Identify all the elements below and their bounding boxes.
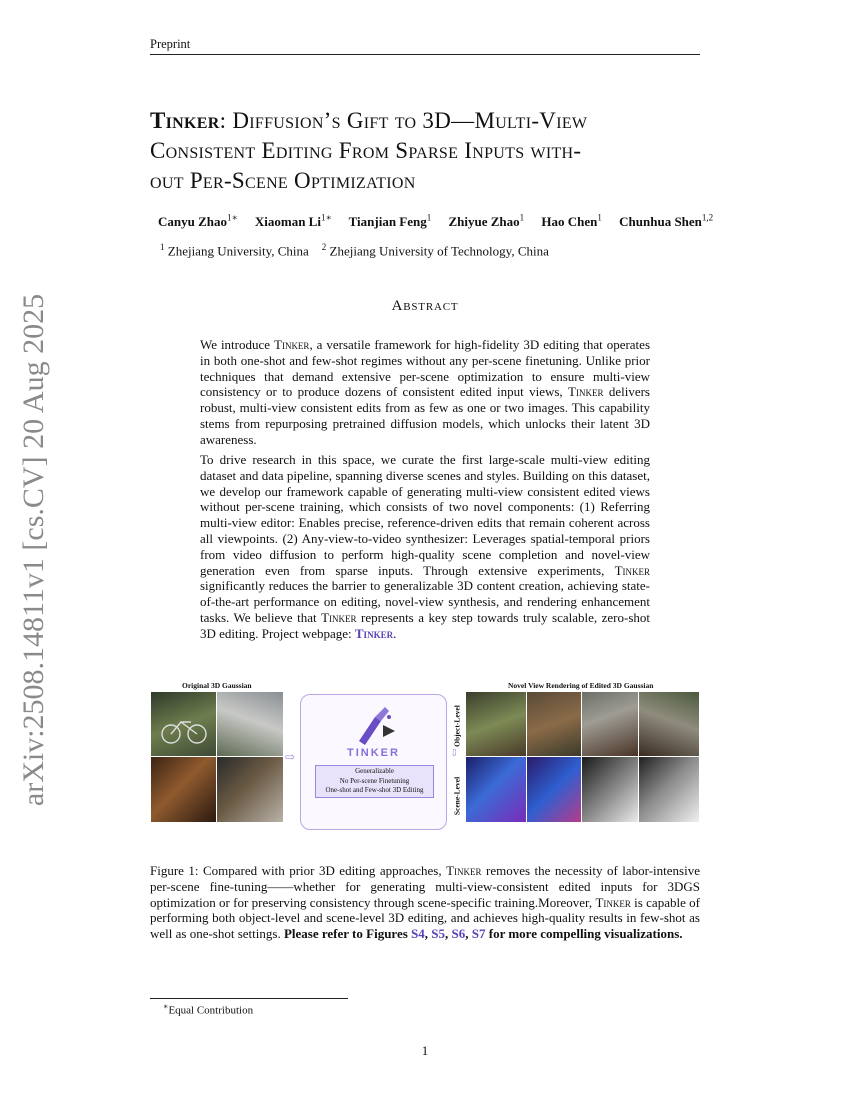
author: Hao Chen$^1$ [541,213,602,230]
abstract-heading: Abstract [391,298,459,314]
footnote-rule [150,998,348,999]
title-name: Tinker [150,108,220,133]
photo-edited-scene-3 [582,757,638,822]
affiliations: $^1$ Zhejiang University, China $^2$ Zhejiang University of Technology, China [160,242,549,259]
arrow-down-icon: ⇩ [450,748,459,759]
tinker-panel [300,694,447,830]
photo-edited-scene-1 [466,757,526,822]
title-line1: : Diffusion’s Gift to 3D—Multi-View [219,108,588,133]
photo-statue [217,692,283,756]
author: Zhiyue Zhao$^1$ [448,213,525,230]
page-number: 1 [421,1043,429,1058]
title-line3: out Per-Scene Optimization [150,168,416,193]
photo-edited-scene-2 [527,757,581,822]
photo-edited-scene-4 [639,757,699,822]
footnote: ∗Equal Contribution [163,1002,254,1017]
scene-level-label: Scene-Level [452,776,462,816]
photo-edited-bike-2 [527,692,581,756]
figure-link-s6[interactable]: S6 [451,926,466,942]
feature-box: Generalizable No Per-scene Finetuning One-shot and Few-shot 3D Editing [315,765,434,798]
figure-link-s4[interactable]: S4 [411,926,425,942]
paper-title [150,106,710,196]
arrow-right-icon: ⇨ [285,750,296,764]
author: Chunhua Shen$^{1,2}$ [619,213,714,230]
author-list [158,213,778,230]
author: Tianjian Feng$^1$ [348,213,432,230]
author: Canyu Zhao$^{1∗}$ [158,213,238,230]
photo-room-piano [217,757,283,822]
photo-edited-bear-1 [582,692,638,756]
photo-edited-bike-1 [466,692,526,756]
running-header: Preprint [150,37,700,55]
figure-1 [150,680,700,832]
figure-left-title: Original 3D Gaussian [182,681,252,690]
bicycle-icon [151,692,216,756]
project-webpage-link[interactable]: Tinker [354,625,394,641]
object-level-label: Object-Level [452,705,462,747]
arxiv-stamp: arXiv:2508.14811v1 [cs.CV] 20 Aug 2025 [17,293,50,807]
author: Xiaoman $Li^{1∗}$ [254,213,332,230]
photo-bicycle [151,692,216,756]
figure-link-s5[interactable]: S5 [431,926,446,942]
title-line2: Consistent Editing From Sparse Inputs with- [150,138,582,163]
abstract-paragraph-2: To drive research in this space, we curate the first large-scale multi-view editing dataset and data pipeline, spanning diverse scenes and styles. Building on this dataset, we develop our framework capable of generating multi-view consistent edited views without per-scene training, which consists of two novel components: (1) Referring multi-view editor: Enables precise, reference-driven edits that remain coherent across all viewpoints. (2) Any-view-to-video synthesizer: Leverages spatial-temporal priors from video diffusion to perform high-quality scene completion and novel-view generation even from sparse inputs. Through extensive experiments, Tinker significantly reduces the barrier to generalizable 3D content creation, achieving state-of-the-art performance on editing, novel-view synthesis, and rendering enhancement tasks. We believe that Tinker represents a key step towards truly scalable, zero-shot 3D editing. Project webpage: Tinker. [200,452,650,641]
photo-room-lego [151,757,216,822]
figure-caption: Figure 1: Compared with prior 3D editing approaches, Tinker removes the necessity of labor-intensive per-scene fine-tuning——whether for generating multi-view-consistent edited inputs for 3DGS optimization or for preserving consistency through scene-specific training.Moreover, Tinker is capable of performing both object-level and scene-level 3D editing, and achieves high-quality results in few-shot as well as one-shot settings. Please refer to Figures S4, S5, S6, S7 for more compelling visualizations. [150,863,700,942]
figure-link-s7[interactable]: S7 [471,926,486,942]
photo-edited-bear-2 [639,692,699,756]
abstract-paragraph-1: We introduce Tinker, a versatile framework for high-fidelity 3D editing that operates in both one-shot and few-shot regimes without any per-scene finetuning. Unlike prior techniques that demand extensive per-scene optimization to ensure multi-view consistency or to produce dozens of consistent edited input views, Tinker delivers robust, multi-view consistent edits from as few as one or two images. This capability stems from repurposing pretrained diffusion models, which unlocks their latent 3D awareness. [200,337,651,447]
tinker-logo-text: TINKER [347,747,400,759]
brush-logo-icon [349,703,399,747]
figure-right-title: Novel View Rendering of Edited 3D Gaussian [508,681,654,690]
